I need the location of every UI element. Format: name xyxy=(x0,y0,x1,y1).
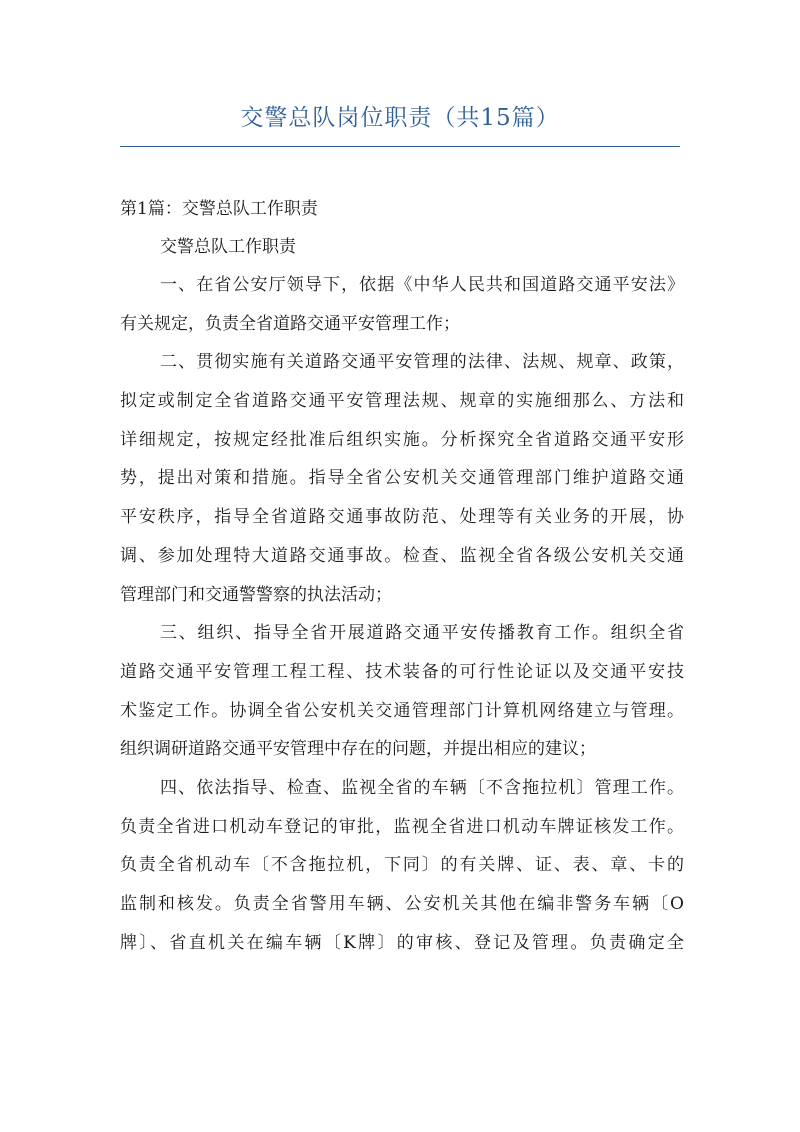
paragraph-4 xyxy=(120,769,684,962)
paragraph-line: 一、在省公安厅领导下，依据《中华人民共和国道路交通平安法》 xyxy=(160,275,684,295)
paragraph-line: 负责全省机动车〔不含拖拉机，下同〕的有关牌、证、表、章、卡的 xyxy=(120,855,684,876)
paragraph-line: 管理部门和交通警警察的执法活动； xyxy=(120,584,392,605)
paragraph-line: 牌〕、省直机关在编车辆〔K牌〕的审核、登记及管理。负责确定全 xyxy=(120,932,684,953)
section-heading: 第1篇：交警总队工作职责 xyxy=(120,199,318,219)
sub-heading: 交警总队工作职责 xyxy=(160,237,296,257)
paragraph-line: 平安秩序，指导全省道路交通事故防范、处理等有关业务的开展，协 xyxy=(120,507,684,528)
paragraph-line: 监制和核发。负责全省警用车辆、公安机关其他在编非警务车辆〔O xyxy=(120,894,684,914)
paragraph-1 xyxy=(120,266,684,343)
paragraph-line: 四、依法指导、检查、监视全省的车辆〔不含拖拉机〕管理工作。 xyxy=(160,777,684,798)
paragraph-line: 势，提出对策和措施。指导全省公安机关交通管理部门维护道路交通 xyxy=(120,468,684,489)
paragraph-line: 有关规定，负责全省道路交通平安管理工作； xyxy=(120,313,460,334)
paragraph-line: 负责全省进口机动车登记的审批，监视全省进口机动车牌证核发工作。 xyxy=(120,816,684,837)
document-title: 交警总队岗位职责（共15篇） xyxy=(240,105,560,131)
paragraph-line: 二、贯彻实施有关道路交通平安管理的法律、法规、规章、政策， xyxy=(160,352,684,373)
paragraph-line: 调、参加处理特大道路交通事故。检查、监视全省各级公安机关交通 xyxy=(120,545,684,566)
paragraph-line: 组织调研道路交通平安管理中存在的问题，并提出相应的建议； xyxy=(120,739,596,760)
paragraph-line: 拟定或制定全省道路交通平安管理法规、规章的实施细那么、方法和 xyxy=(120,391,684,412)
paragraph-line: 道路交通平安管理工程工程、技术装备的可行性论证以及交通平安技 xyxy=(120,661,684,682)
paragraph-line: 三、组织、指导全省开展道路交通平安传播教育工作。组织全省 xyxy=(160,623,684,644)
paragraph-2 xyxy=(120,343,684,614)
title-divider xyxy=(120,146,680,147)
paragraph-line: 详细规定，按规定经批准后组织实施。分析探究全省道路交通平安形 xyxy=(120,429,684,450)
paragraph-line: 术鉴定工作。协调全省公安机关交通管理部门计算机网络建立与管理。 xyxy=(120,700,684,721)
document-body xyxy=(120,190,684,962)
paragraph-3 xyxy=(120,614,684,769)
